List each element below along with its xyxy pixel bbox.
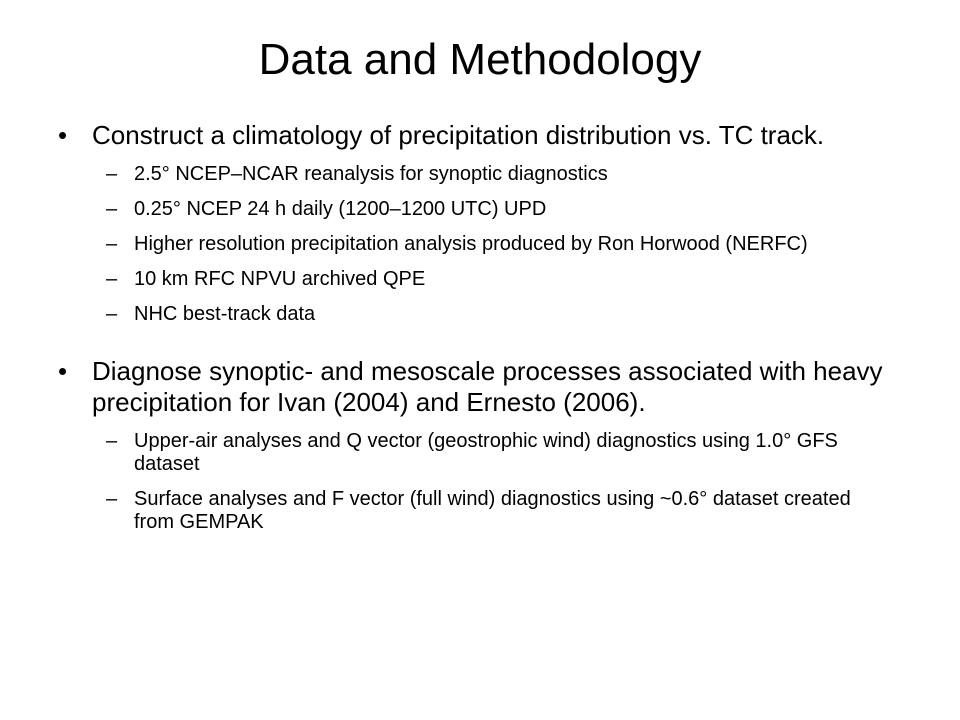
sub-marker: –	[106, 233, 118, 255]
sub-item	[106, 233, 874, 256]
sub-text: Higher resolution precipitation analysis produced by Ron Horwood (NERFC)	[134, 233, 808, 255]
sub-text: 10 km RFC NPVU archived QPE	[134, 268, 426, 290]
sub-marker: –	[106, 488, 118, 510]
bullet-marker: •	[58, 120, 68, 150]
bullet-text: Diagnose synoptic- and mesoscale processes associated with heavy precipitation for Ivan (2004) and Ernesto (2006).	[92, 356, 883, 417]
sub-item	[106, 268, 874, 291]
sub-marker: –	[106, 198, 118, 220]
bullet-text: Construct a climatology of precipitation distribution vs. TC track.	[92, 120, 825, 150]
sub-item	[106, 488, 874, 534]
sub-marker: –	[106, 303, 118, 325]
slide-title: Data and Methodology	[258, 35, 702, 84]
sub-text: 2.5° NCEP–NCAR reanalysis for synoptic diagnostics	[134, 163, 608, 185]
sub-text: Surface analyses and F vector (full wind) diagnostics using ~0.6° dataset created from GEMPAK	[134, 488, 851, 533]
sub-item	[106, 163, 874, 186]
sub-list	[58, 430, 918, 534]
sub-text: 0.25° NCEP 24 h daily (1200–1200 UTC) UPD	[134, 198, 547, 220]
sub-item	[106, 303, 874, 326]
sub-text: NHC best-track data	[134, 303, 316, 325]
sub-item	[106, 430, 874, 476]
sub-list	[58, 163, 918, 326]
sub-marker: –	[106, 268, 118, 290]
sub-marker: –	[106, 163, 118, 185]
sub-marker: –	[106, 430, 118, 452]
bullet-marker: •	[58, 356, 68, 386]
bullet-item	[58, 356, 918, 418]
slide-content	[58, 120, 918, 546]
bullet-item	[58, 120, 918, 151]
sub-item	[106, 198, 874, 221]
sub-text: Upper-air analyses and Q vector (geostrophic wind) diagnostics using 1.0° GFS dataset	[134, 430, 838, 475]
